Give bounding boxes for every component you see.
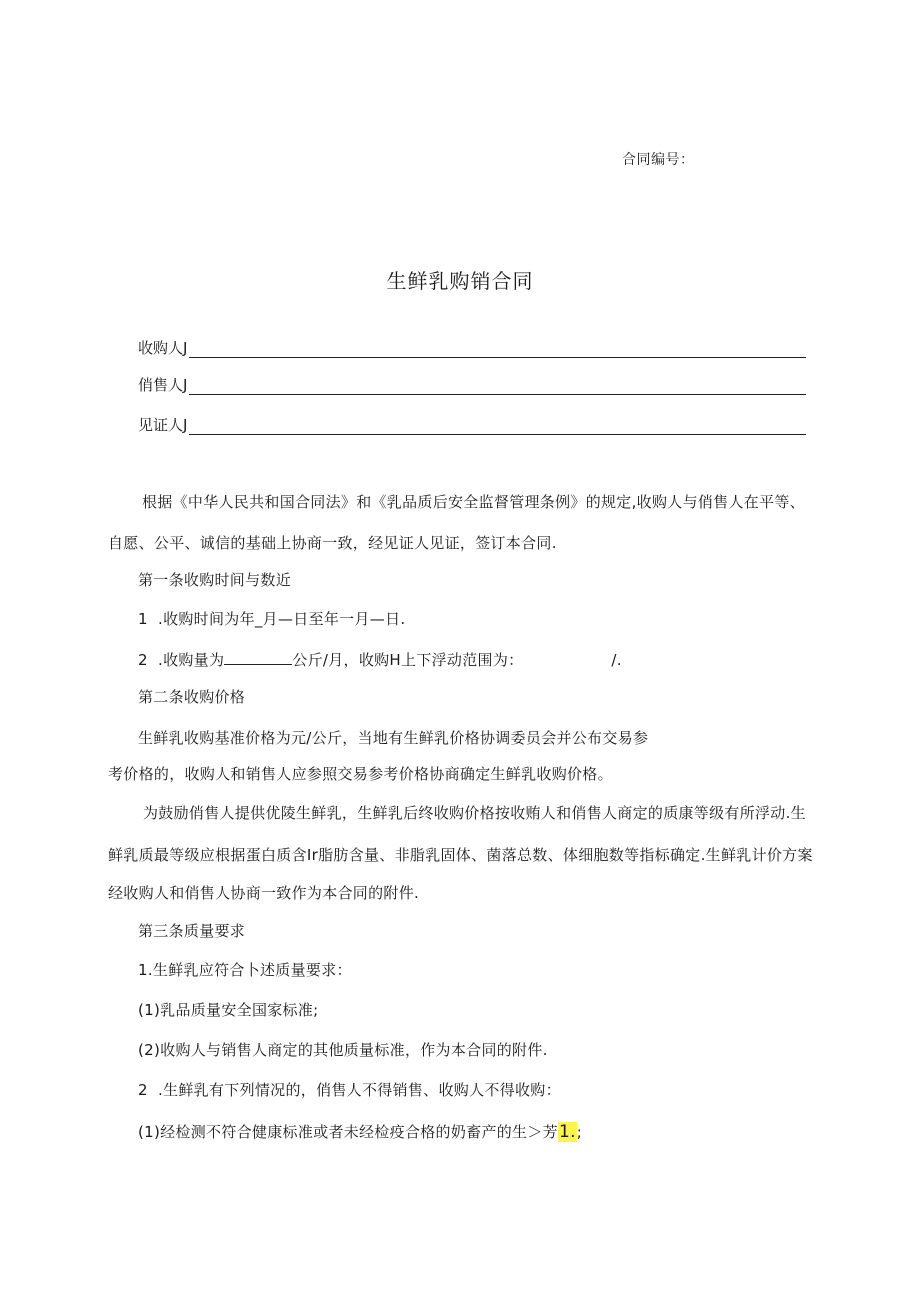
article1-item2-text-c: /. — [611, 651, 622, 669]
buyer-row — [138, 336, 806, 358]
article2-p2-line-3: 经收购人和俏售人协商一致作为本合同的附件. — [108, 884, 420, 902]
seller-row — [138, 373, 806, 395]
article3-item2-sub1-end: ; — [576, 1123, 583, 1141]
article1-item2-text-a: .收购量为 — [158, 651, 225, 669]
buyer-label: 收购人J — [138, 339, 188, 357]
witness-fill-line — [189, 416, 806, 435]
article2-p1-line-2: 考价格的，收购人和销售人应参照交易参考价格协商确定生鲜乳收购价格。 — [108, 765, 613, 783]
contract-number-label: 合同编号： — [622, 152, 695, 168]
document-title: 生鲜乳购销合同 — [386, 269, 534, 293]
article2-heading: 第二条收购价格 — [138, 688, 246, 706]
intro-line-2: 自愿、公平、诚信的基础上协商一致，经见证人见证，签订本合同. — [108, 534, 557, 552]
article1-item1-text: .收购时间为年_月—日至年一月—日. — [158, 610, 406, 628]
quantity-blank — [224, 648, 292, 665]
article2-p1-line-1: 生鲜乳收购基准价格为元/公斤，当地有生鲜乳价格协调委员会并公布交易参 — [138, 729, 649, 747]
article3-heading: 第三条质量要求 — [138, 922, 246, 940]
article3-item1: 1.生鲜乳应符合卜述质量要求： — [138, 961, 352, 979]
intro-line-1: 根据《中华人民共和国合同法》和《乳品质后安全监督管理条例》的规定,收购人与俏售人在平等、 — [142, 493, 805, 511]
witness-label: 见证人J — [138, 416, 188, 434]
article3-item1-sub1: (1)乳品质量安全国家标准; — [138, 1001, 319, 1019]
article1-item1 — [138, 609, 405, 629]
buyer-fill-line — [189, 339, 806, 358]
article3-item1-sub2: (2)收购人与销售人商定的其他质量标准，作为本合同的附件. — [138, 1041, 548, 1059]
seller-fill-line — [189, 376, 806, 395]
article3-item2-sub1-text: (1)经检测不符合健康标准或者未经检疫合格的奶畜产的生＞芳 — [138, 1123, 558, 1141]
article2-p2-line-2: 鲜乳质最等级应根据蛋白质含Ir脂肪含量、非脂乳固体、菌落总数、体细胞数等指标确定.生鲜乳计价方案 — [108, 846, 813, 864]
article1-item1-number: 1 — [138, 610, 148, 628]
highlighted-text: 1. — [558, 1122, 576, 1142]
seller-label: 俏售人J — [138, 376, 188, 394]
article2-p2-line-1: 为鼓励俏售人提供优陵生鲜乳，生鲜乳后终收购价格按收贿人和俏售人商定的质康等级有所浮动.生 — [143, 804, 806, 822]
witness-row — [138, 413, 806, 435]
article3-item2-number: 2 — [138, 1081, 148, 1099]
article1-item2-number: 2 — [138, 651, 148, 669]
article1-item2 — [138, 648, 622, 670]
article3-item2-text: .生鲜乳有下列情况的，俏售人不得销售、收购人不得收购： — [158, 1081, 561, 1099]
article1-item2-text-b: 公斤/月，收购H上下浮动范围为： — [292, 651, 524, 669]
article3-item2 — [138, 1080, 561, 1100]
article1-heading: 第一条收购时间与数近 — [138, 571, 292, 589]
article3-item2-sub1 — [138, 1122, 582, 1142]
